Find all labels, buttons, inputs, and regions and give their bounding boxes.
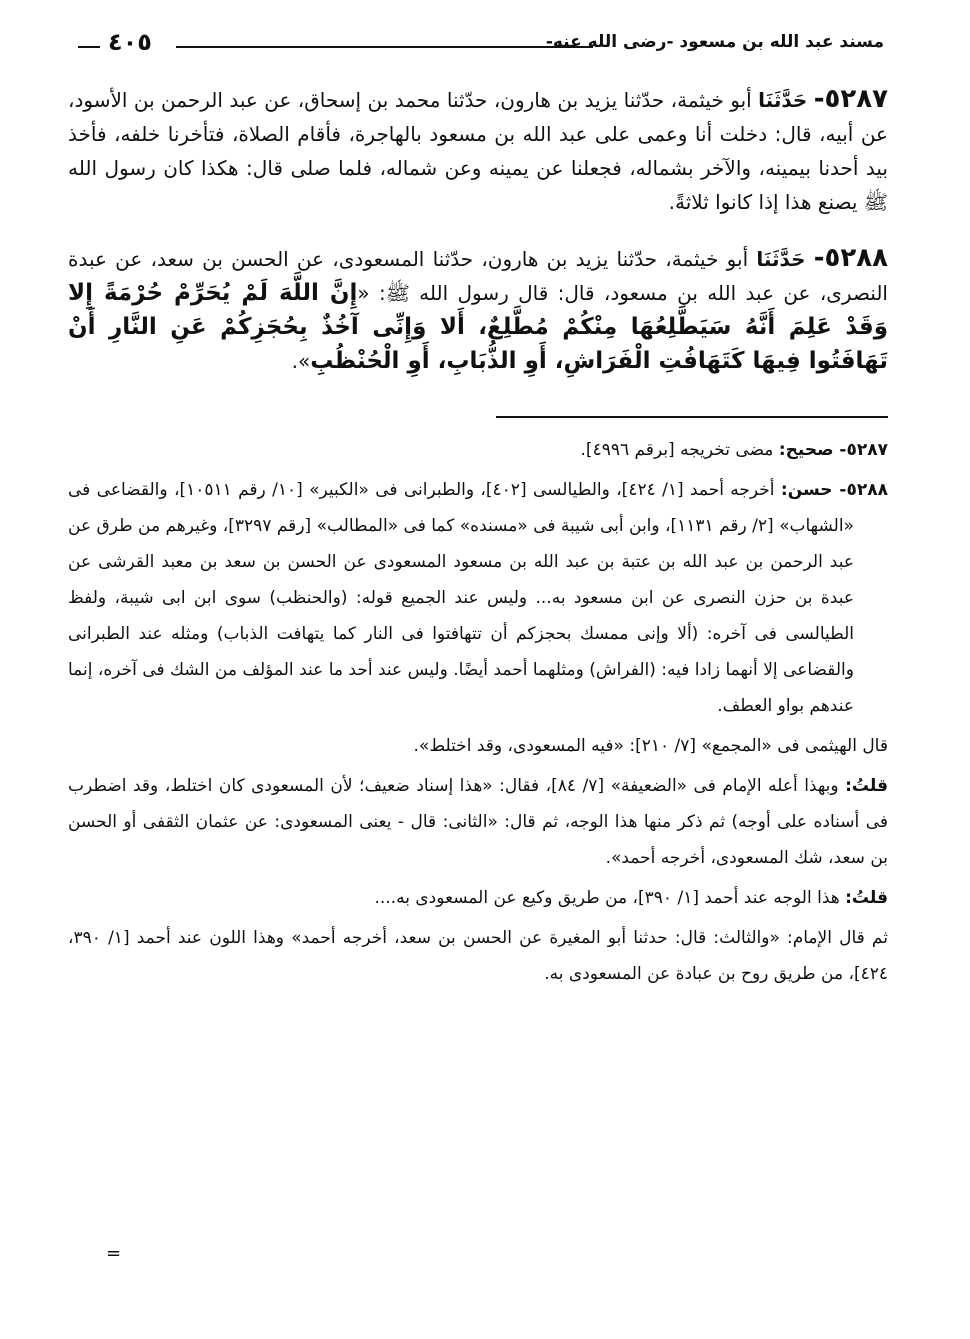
hadith-5287 xyxy=(68,82,888,219)
header-dash-left xyxy=(78,46,100,48)
hadith-number: ٥٢٨٨- xyxy=(813,243,889,273)
page-number: ٤٠٥ xyxy=(108,28,152,56)
footnote-5288 xyxy=(68,472,888,724)
book-page xyxy=(68,22,888,1322)
footnotes xyxy=(68,432,888,992)
hadith-lead: حَدَّثَنَا xyxy=(758,88,808,112)
footnote-label: ٥٢٨٨- حسن: xyxy=(780,480,888,500)
continuation-mark: = xyxy=(106,1243,122,1264)
hadith-number: ٥٢٨٧- xyxy=(813,84,889,114)
footnote-imam xyxy=(68,920,888,992)
footnote-separator xyxy=(496,416,888,418)
footnote-label: قلتُ: xyxy=(845,888,888,908)
hadith-text: أبو خيثمة، حدّثنا يزيد بن هارون، حدّثنا المسعودى، عن الحسن بن سعد، عن عبدة النصرى، عن عبد الله بن مسعود، قال: قال رسول الله ﷺ: « xyxy=(68,247,888,305)
hadith-close: ». xyxy=(291,349,311,373)
hadith-5288 xyxy=(68,241,888,378)
page-header xyxy=(68,22,888,60)
hadith-lead: حَدَّثَنَا xyxy=(756,247,806,271)
footnote-label: قلتُ: xyxy=(845,776,888,796)
hadith-matn: إِنَّ اللَّهَ لَمْ يُحَرِّمْ حُرْمَةً إِلا وَقَدْ عَلِمَ أَنَّهُ سَيَطَّلِعُهَا مِنْكُمْ مُطَّلِعٌ، أَلا وَإِنِّى آخُذٌ بِحُجَزِكُمْ عَنِ النَّارِ أَنْ تَهَافَتُوا فِيهَا كَتَهَافُتِ الْفَرَاشِ، أَوِ الذُّبَابِ، أَوِ الْحُنْظُبِ xyxy=(68,280,888,374)
footnote-qultu-1 xyxy=(68,768,888,876)
footnote-qultu-2 xyxy=(68,880,888,916)
running-title: مسند عبد الله بن مسعود -رضى الله عنه- xyxy=(545,32,884,52)
footnote-text: هذا الوجه عند أحمد [١/ ٣٩٠]، من طريق وكيع عن المسعودى به.... xyxy=(374,888,846,908)
footnote-text: أخرجه أحمد [١/ ٤٢٤]، والطيالسى [٤٠٢]، والطبرانى فى «الكبير» [١٠/ رقم ١٠٥١١]، والقضاعى فى «الشهاب» [٢/ رقم ١١٣١]، وابن أبى شيبة فى «مسنده» كما فى «المطالب» [رقم ٣٢٩٧]، وغيرهم من طرق عن عبد الرحمن بن عبد الله بن عتبة بن عبد الله بن مسعود المسعودى عن الحسن بن سعد بن معبد القرشى عن عبدة بن حزن النصرى عن ابن مسعود به... وليس عند الجميع قوله: (والحنظب) سوى ابن ابى شيبة، ولفظ الطيالسى فى آخره: (ألا وإنى ممسك بحجزكم أن تتهافتوا فى النار كما يتهافت الذباب) ومثله عند الطبرانى والقضاعى إلا أنهما زادا فيه: (الفراش) ومثلهما أحمد أيضًا. وليس عند أحد ما عند المؤلف من الشك فى آخره، إنما عندهم بواو العطف. xyxy=(68,480,854,716)
footnote-text: ثم قال الإمام: «والثالث: قال: حدثنا أبو المغيرة عن الحسن بن سعد، أخرجه أحمد» وهذا اللون عند أحمد [١/ ٣٩٠، ٤٢٤]، من طريق روح بن عبادة عن المسعودى به. xyxy=(68,928,888,984)
footnote-text: قال الهيثمى فى «المجمع» [٧/ ٢١٠]: «فيه المسعودى، وقد اختلط». xyxy=(413,736,888,756)
footnote-label: ٥٢٨٧- صحيح: xyxy=(778,440,888,460)
footnote-haythami xyxy=(68,728,888,764)
footnote-text: وبهذا أعله الإمام فى «الضعيفة» [٧/ ٨٤]، فقال: «هذا إسناد ضعيف؛ لأن المسعودى كان اختلط، وقد اضطرب فى أسناده على أوجه) ثم ذكر منها هذا الوجه، ثم قال: «الثانى: قال - يعنى المسعودى: عن عثمان الثقفى أو الحسن بن سعد، شك المسعودى، أخرجه أحمد». xyxy=(68,776,888,868)
hadith-text: أبو خيثمة، حدّثنا يزيد بن هارون، حدّثنا محمد بن إسحاق، عن عبد الرحمن بن الأسود، عن أبيه، قال: دخلت أنا وعمى على عبد الله بن مسعود بالهاجرة، فأقام الصلاة، فتأخرنا خلفه، فأخذ بيد أحدنا بيمينه، والآخر بشماله، فجعلنا عن يمينه وعن شماله، فلما صلى قال: هكذا كان رسول الله ﷺ يصنع هذا إذا كانوا ثلاثةً. xyxy=(68,88,888,214)
footnote-text: مضى تخريجه [برقم ٤٩٩٦]. xyxy=(580,440,779,460)
header-rule xyxy=(176,46,593,48)
footnote-5287 xyxy=(68,432,888,468)
